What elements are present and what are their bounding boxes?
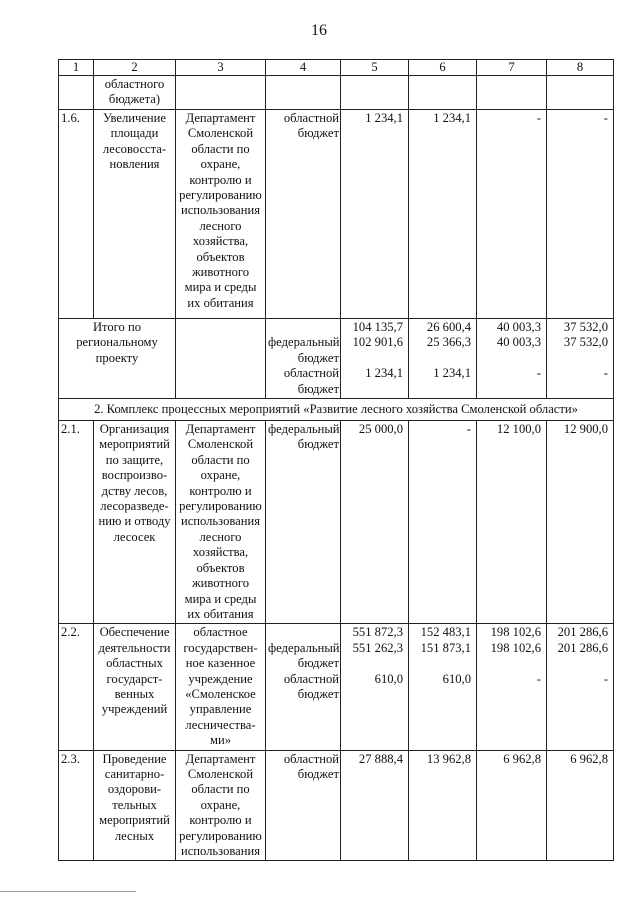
row-number: 1.6. <box>59 110 94 319</box>
header-cell: 3 <box>176 60 266 76</box>
row-number: 2.3. <box>59 750 94 861</box>
executor <box>176 76 266 110</box>
table-row <box>59 76 614 110</box>
value-year-1: 26 600,4 25 366,3 1 234,1 <box>409 319 477 399</box>
value-year-3: 37 532,0 37 532,0 - <box>547 319 614 399</box>
funding-source <box>266 76 341 110</box>
value-year-3 <box>547 76 614 110</box>
column-number-header <box>59 60 614 76</box>
executor: Департамент Смоленской области по охране, контролю и регулированию использования <box>176 750 266 861</box>
value-year-2 <box>477 76 547 110</box>
value-year-1: - <box>409 421 477 624</box>
funding-source: областной бюджет <box>266 110 341 319</box>
table-row <box>59 110 614 319</box>
budget-table <box>58 59 614 861</box>
section-row <box>59 399 614 421</box>
value-total: 104 135,7 102 901,6 1 234,1 <box>341 319 409 399</box>
value-year-1: 1 234,1 <box>409 110 477 319</box>
page-number: 16 <box>311 22 327 39</box>
value-year-1 <box>409 76 477 110</box>
value-total: 551 872,3 551 262,3 610,0 <box>341 624 409 750</box>
value-year-3: 201 286,6 201 286,6 - <box>547 624 614 750</box>
table-row <box>59 624 614 750</box>
value-year-3: 12 900,0 <box>547 421 614 624</box>
row-number: 2.2. <box>59 624 94 750</box>
value-year-2: - <box>477 110 547 319</box>
value-year-3: 6 962,8 <box>547 750 614 861</box>
value-total: 1 234,1 <box>341 110 409 319</box>
header-cell: 8 <box>547 60 614 76</box>
header-cell: 1 <box>59 60 94 76</box>
row-number: 2.1. <box>59 421 94 624</box>
row-number <box>59 76 94 110</box>
header-cell: 2 <box>94 60 176 76</box>
executor: Департамент Смоленской области по охране, контролю и регулированию использования лесного хозяйства, объектов животного мира и среды их обитания <box>176 110 266 319</box>
header-cell: 5 <box>341 60 409 76</box>
event-name: областного бюджета) <box>94 76 176 110</box>
value-total: 25 000,0 <box>341 421 409 624</box>
header-cell: 4 <box>266 60 341 76</box>
total-label: Итого по региональному проекту <box>59 319 176 399</box>
value-year-2: 12 100,0 <box>477 421 547 624</box>
value-year-2: 40 003,3 40 003,3 - <box>477 319 547 399</box>
funding-source: федеральный бюджет <box>266 421 341 624</box>
table-row <box>59 750 614 861</box>
header-cell: 7 <box>477 60 547 76</box>
funding-source: федеральный бюджет областной бюджет <box>266 319 341 399</box>
funding-source: областной бюджет <box>266 750 341 861</box>
value-total <box>341 76 409 110</box>
value-year-3: - <box>547 110 614 319</box>
event-name: Организация мероприятий по защите, воспроизво- дству лесов, лесоразведе- нию и отводу лесосек <box>94 421 176 624</box>
event-name: Увеличение площади лесовосста- новления <box>94 110 176 319</box>
executor: Департамент Смоленской области по охране, контролю и регулированию использования лесного хозяйства, объектов животного мира и среды их обитания <box>176 421 266 624</box>
event-name: Проведение санитарно- оздорови- тельных мероприятий лесных <box>94 750 176 861</box>
value-year-1: 152 483,1 151 873,1 610,0 <box>409 624 477 750</box>
header-cell: 6 <box>409 60 477 76</box>
event-name: Обеспечение деятельности областных государст- венных учреждений <box>94 624 176 750</box>
section-title: 2. Комплекс процессных мероприятий «Развитие лесного хозяйства Смоленской области» <box>59 399 614 421</box>
footnote-separator <box>0 891 136 892</box>
funding-source: федеральный бюджет областной бюджет <box>266 624 341 750</box>
value-year-2: 198 102,6 198 102,6 - <box>477 624 547 750</box>
value-total: 27 888,4 <box>341 750 409 861</box>
executor <box>176 319 266 399</box>
table-row <box>59 421 614 624</box>
executor: областное государствен- ное казенное учреждение «Смоленское управление лесничества- ми» <box>176 624 266 750</box>
value-year-2: 6 962,8 <box>477 750 547 861</box>
total-row <box>59 319 614 399</box>
value-year-1: 13 962,8 <box>409 750 477 861</box>
